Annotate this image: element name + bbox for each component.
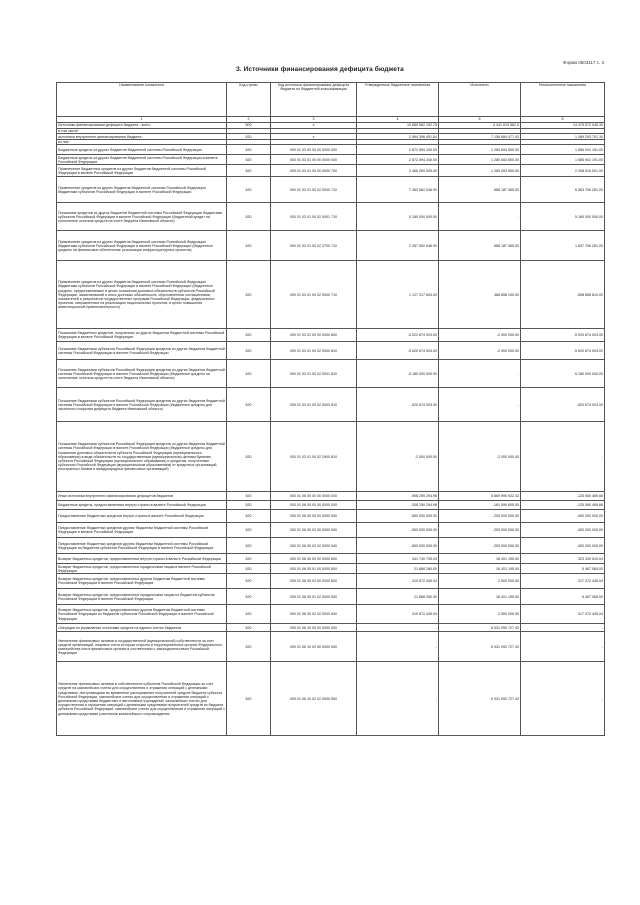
table-row (57, 632, 605, 662)
row-approved: - (357, 632, 439, 662)
row-source-code: 000 01 03 01 00 02 0000 810 (271, 342, 357, 360)
row-approved: 1 127 317 503.00 (357, 261, 439, 329)
row-remaining: -125 960 489.66 (521, 501, 605, 510)
row-executed: 468 658 190.00 (439, 261, 521, 329)
row-name: Привлечение кредитов из других бюджетов бюджетной системы Российской Федерации бюджетами субъектов Российской Федерации в валюте Российской Федерации (бюджетные кредиты, предоставляемые в целях погашения долговых обязательств субъектов Российской Федерации, заимствований и иных долговых обязательств, обусловленных соглашениями, показателей и результатов государственных программ Российской Федерации, федеральных проектов, направленных на реализацию национальных проектов, в целях повышения инвестиционной привлекательности) (57, 261, 227, 329)
row-executed: 2 500 000.00 (439, 574, 521, 589)
row-line-code: 520 (227, 388, 271, 422)
row-remaining: 5 180 000 000.00 (521, 203, 605, 231)
row-line-code: 520 (227, 538, 271, 554)
row-remaining: -520 674 003.00 (521, 388, 605, 422)
row-approved: 319 872 445.04 (357, 574, 439, 589)
form-code: Форма 0503117 с. 3 (563, 60, 604, 65)
row-executed: -200 000 000.00 (439, 510, 521, 523)
row-line-code: 520 (227, 145, 271, 155)
row-approved: -650 000 000.00 (357, 538, 439, 554)
row-approved: - (357, 624, 439, 632)
row-name: Погашение бюджетами субъектов Российской Федерации кредитов из других бюджетов бюджетной системы Российской Федерации в валюте Российской Федерации (бюджетные кредиты на пополнение остатков средств на счете бюджета Ивановской области) (57, 360, 227, 388)
row-approved: -520 674 003.00 (357, 388, 439, 422)
table-row (57, 422, 605, 492)
row-approved: -5 022 674 003.00 (357, 329, 439, 342)
row-remaining: -5 620 674 003.00 (521, 342, 605, 360)
col-header-remaining: Неисполненные назначения (521, 83, 605, 117)
row-executed: 7 156 684 477.43 (439, 134, 521, 140)
row-remaining: 1 489 293 701.34 (521, 134, 605, 140)
row-name: Иные источники внутреннего финансирования дефицитов бюджетов (57, 492, 227, 501)
row-name: Погашение бюджетных кредитов, полученных из других бюджетов бюджетной системы Российской Федерации в валюте Российской Федерации (57, 329, 227, 342)
row-executed: 1 269 053 550.00 (439, 165, 521, 177)
row-line-code: 520 (227, 360, 271, 388)
col-number: 5 (439, 117, 521, 123)
row-source-code: 000 01 06 05 02 00 0000 500 (271, 523, 357, 538)
row-executed: 668 187 365.00 (439, 177, 521, 203)
row-line-code: 520 (227, 203, 271, 231)
row-line-code: 520 (227, 261, 271, 329)
row-line-code: 520 (227, 342, 271, 360)
row-executed: -200 000 000.00 (439, 523, 521, 538)
row-approved: -650 000 000.00 (357, 510, 439, 523)
row-line-code: 520 (227, 564, 271, 574)
row-approved: - (357, 662, 439, 736)
row-remaining: 1 585 941 191.00 (521, 145, 605, 155)
row-approved: 319 872 445.04 (357, 605, 439, 624)
table-row (57, 501, 605, 510)
row-line-code: 520 (227, 632, 271, 662)
table-row (57, 388, 605, 422)
row-name: Погашение кредитов из других бюджетов бюджетной системы Российской Федерации бюджетами субъектов Российской Федерации в валюте Российской Федерации (бюджетный кредит на пополнение остатков средств на счете бюджета Ивановской области) (57, 203, 227, 231)
table-row (57, 564, 605, 574)
row-remaining: 2 398 516 001.00 (521, 165, 605, 177)
row-name: Бюджетные кредиты из других бюджетов бюджетной системы Российской Федерации в валюте Российской Федерации (57, 155, 227, 165)
col-number: 6 (521, 117, 605, 123)
row-name: Операции по управлению остатками средств на единых счетах бюджетов (57, 624, 227, 632)
row-executed: - (439, 360, 521, 388)
row-executed: -161 599 805.00 (439, 501, 521, 510)
row-source-code: 000 01 03 01 00 00 0000 700 (271, 165, 357, 177)
table-row (57, 329, 605, 342)
table-header-row (57, 83, 605, 117)
row-name: Увеличение финансовых активов в собственности субъектов Российской Федерации за счет средств на казначейских счетах для осуществления и отражения операций с денежными средствами, поступающими во временное распоряжение получателей средств бюджета субъекта Российской Федерации, казначейских счетах для осуществления и отражения операций с денежными средствами бюджетных и автономных учреждений, казначейских счетах для осуществления и отражения операций с денежными средствами получателей средств из бюджета субъекта Российской Федерации, казначейских счетах для осуществления и отражения операций с денежными средствами участников казначейского сопровождения (57, 662, 227, 736)
row-source-code: x (271, 123, 357, 129)
row-name: источники внутреннего финансирования бюджета (57, 134, 227, 140)
row-name: Возврат бюджетных кредитов, предоставленных внутри страны в валюте Российской Федерации (57, 554, 227, 564)
row-name: Возврат бюджетных кредитов, предоставленных другим бюджетам бюджетной системы Российской Федерации в валюте Российской Федерации (57, 574, 227, 589)
row-executed: -2 000 000.00 (439, 422, 521, 492)
row-executed: - (439, 388, 521, 422)
row-remaining: 6 563 706 281.00 (521, 177, 605, 203)
row-remaining: 1 657 706 281.00 (521, 231, 605, 261)
row-remaining: - (521, 662, 605, 736)
table-row (57, 231, 605, 261)
row-line-code: 520 (227, 662, 271, 736)
row-approved: -908 259 294.96 (357, 492, 439, 501)
table-body (57, 123, 605, 736)
table-row (57, 589, 605, 605)
row-name: Возврат бюджетных кредитов, предоставленных юридическим лицам в валюте Российской Федерации (57, 564, 227, 574)
table-row (57, 492, 605, 501)
row-remaining: -5 020 674 003.00 (521, 329, 605, 342)
row-line-code: 520 (227, 510, 271, 523)
row-line-code: 520 (227, 165, 271, 177)
row-approved: -308 259 294.96 (357, 501, 439, 510)
table-row (57, 510, 605, 523)
col-number: 3 (271, 117, 357, 123)
row-name: Бюджетные кредиты, предоставленные внутри страны в валюте Российской Федерации (57, 501, 227, 510)
table-row (57, 538, 605, 554)
row-line-code: 500 (227, 123, 271, 129)
col-number: 2 (227, 117, 271, 123)
table-row (57, 523, 605, 538)
row-executed: -2 000 000.00 (439, 329, 521, 342)
table-row (57, 624, 605, 632)
row-executed: 6 031 090 727.43 (439, 662, 521, 736)
row-source-code: 000 01 06 05 01 02 0000 640 (271, 589, 357, 605)
row-line-code: 520 (227, 624, 271, 632)
row-source-code: 000 01 03 01 00 02 2900 810 (271, 422, 357, 492)
row-source-code: 000 01 03 01 00 02 0000 710 (271, 177, 357, 203)
row-approved: 21 868 260.00 (357, 564, 439, 574)
row-line-code: 520 (227, 501, 271, 510)
row-remaining: -450 000 000.00 (521, 523, 605, 538)
row-source-code: 000 01 06 10 02 00 0000 500 (271, 632, 357, 662)
row-approved: -5 180 000 000.00 (357, 360, 439, 388)
row-name: Возврат бюджетных кредитов, предоставленных другим бюджетам бюджетной системы Российской Федерации из бюджетов субъектов Российской Федерации в валюте Российской Федерации (57, 605, 227, 624)
row-remaining: 5 467 065.00 (521, 589, 605, 605)
col-header-source-code: Код источника финансирования дефицита бюджета по бюджетной классификации (271, 83, 357, 117)
row-source-code: 000 01 03 01 00 02 0001 710 (271, 203, 357, 231)
row-source-code: 000 01 03 01 00 02 2700 710 (271, 231, 357, 261)
row-line-code: 520 (227, 177, 271, 203)
row-approved: -550 000 000.00 (357, 523, 439, 538)
row-executed: 18 401 195.00 (439, 554, 521, 564)
row-source-code: 000 01 03 00 00 00 0000 000 (271, 145, 357, 155)
row-executed: 16 401 195.00 (439, 589, 521, 605)
row-approved: 2 267 552 646.00 (357, 231, 439, 261)
row-line-code: 520 (227, 329, 271, 342)
table-row (57, 605, 605, 624)
row-approved: -5 620 674 003.00 (357, 342, 439, 360)
row-remaining: -5 180 000 000.00 (521, 360, 605, 388)
row-executed: -2 000 000.00 (439, 342, 521, 360)
row-approved: 2 964 396 451.04 (357, 134, 439, 140)
row-approved: 2 872 594 340.00 (357, 145, 439, 155)
table-row (57, 574, 605, 589)
row-name: Предоставление бюджетных кредитов другим бюджетам бюджетной системы Российской Федерации в валюте Российской Федерации (57, 523, 227, 538)
row-name: Привлечение бюджетных кредитов из других бюджетов бюджетной системы Российской Федерации в валюте Российской Федерации (57, 165, 227, 177)
row-name: Привлечение кредитов из других бюджетов бюджетной системы Российской Федерации бюджетами субъектов Российской Федерации в валюте Российской Федерации (бюджетные кредиты на финансовое обеспечение реализации инфраструктурных проектов) (57, 231, 227, 261)
row-executed: -4 441 619 582.5 (439, 123, 521, 129)
row-remaining: 1 585 941 191.00 (521, 155, 605, 165)
row-source-code: 000 01 03 01 00 00 0000 000 (271, 155, 357, 165)
table-row (57, 662, 605, 736)
row-approved: 341 740 705.04 (357, 554, 439, 564)
row-line-code: 520 (227, 155, 271, 165)
row-source-code: 000 01 06 05 00 00 0000 500 (271, 510, 357, 523)
row-source-code: 000 01 06 05 02 00 0000 600 (271, 574, 357, 589)
row-remaining: -125 960 489.66 (521, 492, 605, 501)
row-approved: 21 868 260.00 (357, 589, 439, 605)
row-name: из них: (57, 140, 227, 145)
row-executed: 6 031 090 727.43 (439, 624, 521, 632)
row-line-code: 520 (227, 422, 271, 492)
table-row (57, 360, 605, 388)
row-name: Привлечение кредитов из других бюджетов бюджетной системы Российской Федерации бюджетами субъектов Российской Федерации в валюте Российской Федерации (57, 177, 227, 203)
row-name: Предоставление бюджетных кредитов внутри страны в валюте Российской Федерации (57, 510, 227, 523)
document-title: 3. Источники финансирования дефицита бюджета (236, 66, 404, 73)
row-line-code: 520 (227, 574, 271, 589)
col-number: 4 (357, 117, 439, 123)
row-name: Возврат бюджетных кредитов, предоставленных юридическим лицам из бюджетов субъектов Российской Федерации в валюте Российской Федерации (57, 589, 227, 605)
col-header-name: Наименование показателя (57, 83, 227, 117)
row-executed: 1 280 653 500.00 (439, 155, 521, 165)
table-row (57, 261, 605, 329)
row-source-code: 000 01 06 05 02 02 0000 540 (271, 538, 357, 554)
row-approved: 5 180 000 000.00 (357, 203, 439, 231)
table-row (57, 342, 605, 360)
table-row (57, 554, 605, 564)
row-executed: 2 500 000.00 (439, 605, 521, 624)
row-source-code: 000 01 06 05 00 00 0000 000 (271, 501, 357, 510)
row-line-code: 520 (227, 134, 271, 140)
row-source-code: 000 01 03 01 00 02 5000 710 (271, 261, 357, 329)
row-line-code: 520 (227, 492, 271, 501)
row-remaining: 317 372 445.04 (521, 605, 605, 624)
row-source-code: 000 01 03 01 00 02 0003 810 (271, 388, 357, 422)
row-approved: 7 363 562 046.00 (357, 177, 439, 203)
row-name: Бюджетные кредиты из других бюджетов бюджетной системы Российской Федерации (57, 145, 227, 155)
row-name: Погашение бюджетами субъектов Российской Федерации кредитов из других бюджетов бюджетной системы Российской Федерации в валюте Российской Федерации (57, 342, 227, 360)
row-name: Увеличение финансовых активов в государственной (муниципальной) собственности за счет средств организаций, лицевые счета которым открыты в территориальных органах Федерального казначейства или в финансовых органах в соответствии с законодательством Российской Федерации (57, 632, 227, 662)
row-remaining: - (521, 632, 605, 662)
col-number: 1 (57, 117, 227, 123)
row-source-code: 000 01 06 00 00 00 0000 000 (271, 492, 357, 501)
row-source-code: 000 01 06 05 01 00 0000 600 (271, 564, 357, 574)
row-approved: 2 872 594 340.00 (357, 155, 439, 165)
row-name: Источники финансирования дефицита бюджета - всего (57, 123, 227, 129)
row-line-code: 520 (227, 231, 271, 261)
row-remaining: -450 000 000.00 (521, 510, 605, 523)
row-remaining: 317 372 445.04 (521, 574, 605, 589)
col-header-line-code: Код строки (227, 83, 271, 117)
row-executed: 668 187 365.00 (439, 231, 521, 261)
row-line-code: 520 (227, 605, 271, 624)
row-remaining: 14 479 572 045.30 (521, 123, 605, 129)
table-row (57, 145, 605, 155)
row-source-code: 000 01 03 01 00 02 0001 810 (271, 360, 357, 388)
row-executed: 6 031 090 727.43 (439, 632, 521, 662)
row-name: в том числе: (57, 129, 227, 134)
row-executed: 1 280 653 500.00 (439, 145, 521, 155)
table-row (57, 177, 605, 203)
col-header-approved: Утвержденные бюджетные назначения (357, 83, 439, 117)
row-remaining: - (521, 422, 605, 492)
financing-sources-table (56, 82, 605, 736)
row-remaining: -450 000 000.00 (521, 538, 605, 554)
col-header-executed: Исполнено (439, 83, 521, 117)
row-source-code: 000 01 06 10 02 02 0000 550 (271, 662, 357, 736)
row-approved: -2 000 000.00 (357, 422, 439, 492)
row-name: Погашение бюджетами субъектов Российской Федерации кредитов из других бюджетов бюджетной системы Российской Федерации в валюте Российской Федерации (бюджетные кредиты для частичного покрытия дефицита бюджета Ивановской области) (57, 388, 227, 422)
table-row (57, 165, 605, 177)
row-executed: 16 401 195.00 (439, 564, 521, 574)
row-line-code: 520 (227, 523, 271, 538)
row-executed: -200 000 000.00 (439, 538, 521, 554)
row-executed: - (439, 203, 521, 231)
row-approved: 3 466 269 549.00 (357, 165, 439, 177)
table-row (57, 155, 605, 165)
row-approved: 10 889 562 192.75 (357, 123, 439, 129)
row-source-code: 000 01 03 01 00 00 0000 800 (271, 329, 357, 342)
row-line-code: 520 (227, 554, 271, 564)
row-remaining: -558 658 810.00 (521, 261, 605, 329)
row-executed: 5 869 990 922.43 (439, 492, 521, 501)
row-line-code: 520 (227, 589, 271, 605)
row-name: Предоставление бюджетных кредитов другим бюджетам бюджетной системы Российской Федерации из бюджетов субъектов Российской Федерации в валюте Российской Федерации (57, 538, 227, 554)
row-source-code: 000 01 06 10 00 00 0000 000 (271, 624, 357, 632)
row-remaining: 323 339 510.04 (521, 554, 605, 564)
table-row (57, 203, 605, 231)
row-source-code: 000 01 06 05 00 00 0000 600 (271, 554, 357, 564)
row-source-code: 000 01 06 05 02 02 0000 640 (271, 605, 357, 624)
row-name: Погашение бюджетами субъектов Российской Федерации кредитов из других бюджетов бюджетной системы Российской Федерации в валюте Российской Федерации (бюджетные кредиты для погашения долговых обязательств субъекта Российской Федерации (муниципального образования) в виде обязательств по государственным (муниципальным) ценным бумагам субъекта Российской Федерации (муниципального образования) и кредитам, полученным субъектом Российской Федерации (муниципальным образованием) от кредитных организаций, иностранных банков и международных финансовых организаций) (57, 422, 227, 492)
row-source-code: x (271, 134, 357, 140)
row-remaining: 5 467 065.00 (521, 564, 605, 574)
row-remaining: - (521, 624, 605, 632)
